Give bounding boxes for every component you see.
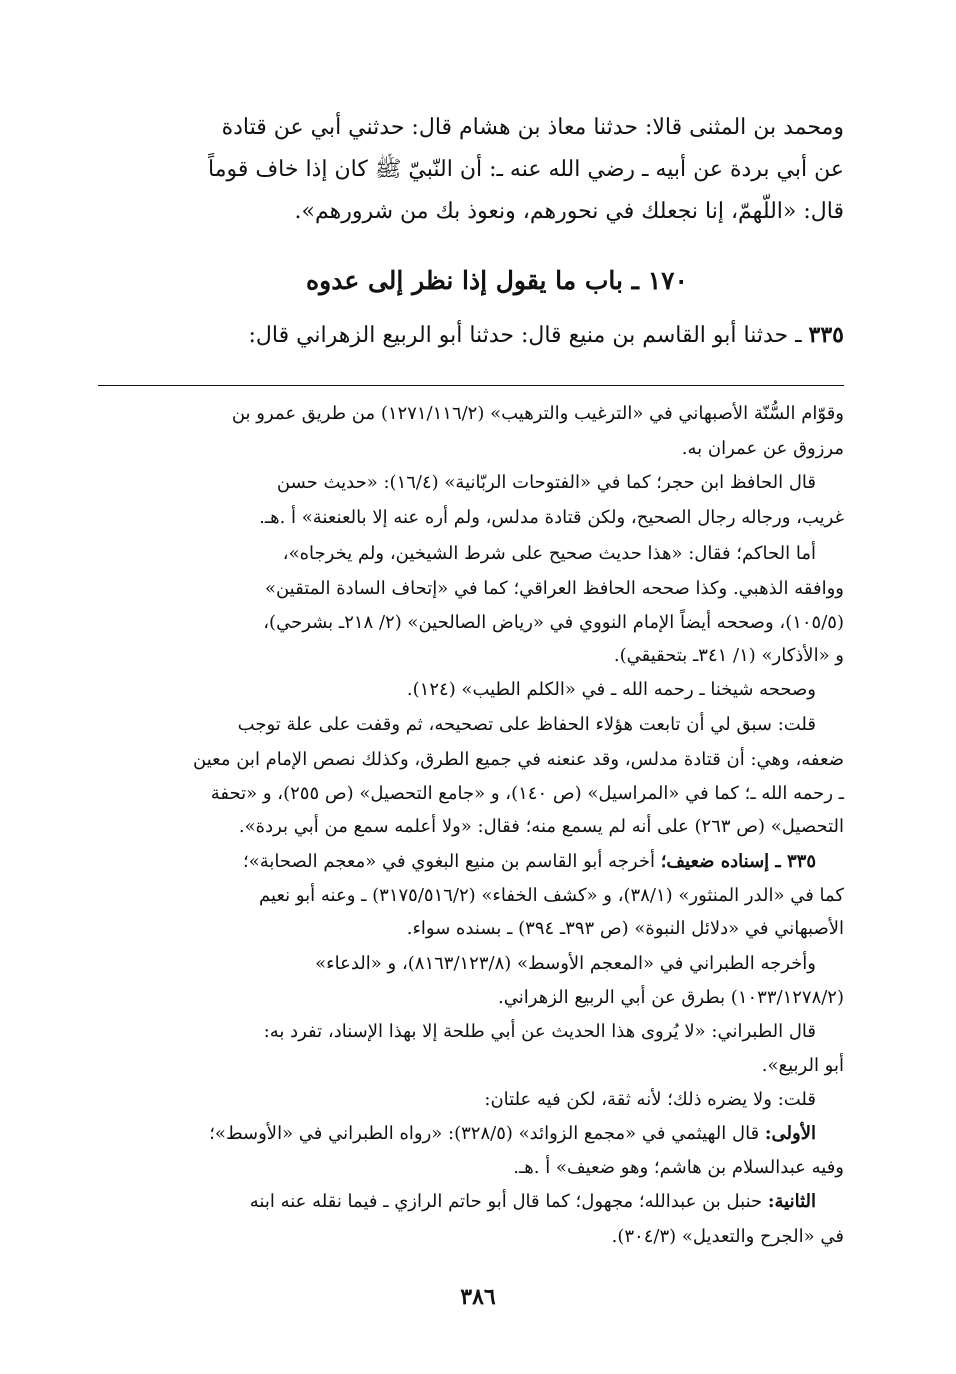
page-number: ٣٨٦	[460, 1284, 496, 1310]
hadith-opening-line	[248, 324, 844, 347]
footnote-line: ـ رحمه الله ـ؛ كما في «المراسيل» (ص ١٤٠)، و «جامع التحصيل» (ص ٢٥٥)، و «تحفة	[210, 783, 844, 804]
footnote-line: أبو الربيع».	[761, 1055, 844, 1076]
footnote-line: قال الحافظ ابن حجر؛ كما في «الفتوحات الربّانية» (١٦/٤): «حديث حسن	[276, 472, 816, 493]
footnote-line: (١٠٣٣/١٢٧٨/٢) بطرق عن أبي الربيع الزهراني.	[498, 987, 844, 1008]
main-text-line-3: قال: «اللّهمّ، إنا نجعلك في نحورهم، ونعوذ بك من شرورهم».	[294, 199, 844, 224]
footnote-line: قال الطبراني: «لا يُروى هذا الحديث عن أبي طلحة إلا بهذا الإسناد، تفرد به:	[263, 1021, 816, 1042]
footnote-line-text: أخرجه أبو القاسم بن منيع البغوي في «معجم الصحابة»؛	[243, 851, 661, 872]
footnote-line: ووافقه الذهبي. وكذا صححه الحافظ العراقي؛ كما في «إتحاف السادة المتقين»	[264, 578, 844, 599]
footnote-line: وقوّام السُّنّة الأصبهاني في «الترغيب والترهيب» (١٢٧١/١١٦/٢) من طريق عمرو بن	[231, 403, 844, 424]
footnote-line-second-cause	[250, 1193, 816, 1211]
hadith-text: ـ حدثنا أبو القاسم بن منيع قال: حدثنا أبو الربيع الزهراني قال:	[248, 323, 809, 348]
footnote-line: قلت: ولا يضره ذلك؛ لأنه ثقة، لكن فيه علتان:	[484, 1089, 816, 1110]
chapter-heading: ١٧٠ ـ باب ما يقول إذا نظر إلى عدوه	[306, 266, 688, 295]
footnote-line: وصححه شيخنا ـ رحمه الله ـ في «الكلم الطيب» (١٢٤).	[406, 679, 816, 700]
main-text-line-2: عن أبي بردة عن أبيه ـ رضي الله عنه ـ: أن النّبيّ ﷺ كان إذا خاف قوماً	[208, 157, 844, 182]
footnote-line: الأصبهاني في «دلائل النبوة» (ص ٣٩٣ـ ٣٩٤) ـ بسنده سواء.	[406, 918, 844, 939]
footnote-line-first-cause	[209, 1125, 816, 1143]
footnote-line-takhrij	[243, 853, 816, 871]
footnote-line: أما الحاكم؛ فقال: «هذا حديث صحيح على شرط الشيخين، ولم يخرجاه»،	[282, 543, 816, 564]
footnote-line: في «الجرح والتعديل» (٣٠٤/٣).	[611, 1226, 844, 1247]
footnote-line: ضعفه، وهي: أن قتادة مدلس، وقد عنعنه في جميع الطرق، وكذلك نصص الإمام ابن معين	[193, 749, 844, 770]
footnote-line: غريب، ورجاله رجال الصحيح، ولكن قتادة مدلس، ولم أره عنه إلا بالعنعنة» أ .هـ.	[259, 507, 844, 528]
footnote-line: و «الأذكار» (١/ ٣٤١ـ بتحقيقي).	[613, 645, 844, 666]
footnote-bold-lead: ٣٣٥ ـ إسناده ضعيف؛	[660, 851, 816, 872]
footnote-line-text: حنبل بن عبدالله؛ مجهول؛ كما قال أبو حاتم الرازي ـ فيما نقله عنه ابنه	[249, 1191, 768, 1212]
footnote-line: وأخرجه الطبراني في «المعجم الأوسط» (٨١٦٣/١٢٣/٨)، و «الدعاء»	[315, 953, 816, 974]
footnote-bold-lead: الثانية:	[767, 1191, 816, 1212]
footnote-line: (١٠٥/٥)، وصححه أيضاً الإمام النووي في «رياض الصالحين» (٢/ ٢١٨ـ بشرحي)،	[263, 612, 844, 633]
footnote-separator	[98, 385, 844, 386]
footnote-line: مرزوق عن عمران به.	[681, 438, 844, 459]
footnote-line: كما في «الدر المنثور» (٣٨/١)، و «كشف الخفاء» (٣١٧٥/٥١٦/٢) ـ وعنه أبو نعيم	[259, 885, 844, 906]
footnote-line: التحصيل» (ص ٢٦٣) على أنه لم يسمع منه؛ فقال: «ولا أعلمه سمع من أبي بردة».	[238, 816, 844, 837]
footnote-line: وفيه عبدالسلام بن هاشم؛ وهو ضعيف» أ .هـ.	[513, 1157, 844, 1178]
footnote-line-text: قال الهيثمي في «مجمع الزوائد» (٣٢٨/٥): «رواه الطبراني في «الأوسط»؛	[209, 1123, 765, 1144]
footnote-bold-lead: الأولى:	[764, 1123, 816, 1144]
hadith-number: ٣٣٥	[808, 322, 844, 348]
footnote-line: قلت: سبق لي أن تابعت هؤلاء الحفاظ على تصحيحه، ثم وقفت على علة توجب	[237, 714, 816, 735]
main-text-line-1: ومحمد بن المثنى قالا: حدثنا معاذ بن هشام قال: حدثني أبي عن قتادة	[221, 115, 844, 140]
